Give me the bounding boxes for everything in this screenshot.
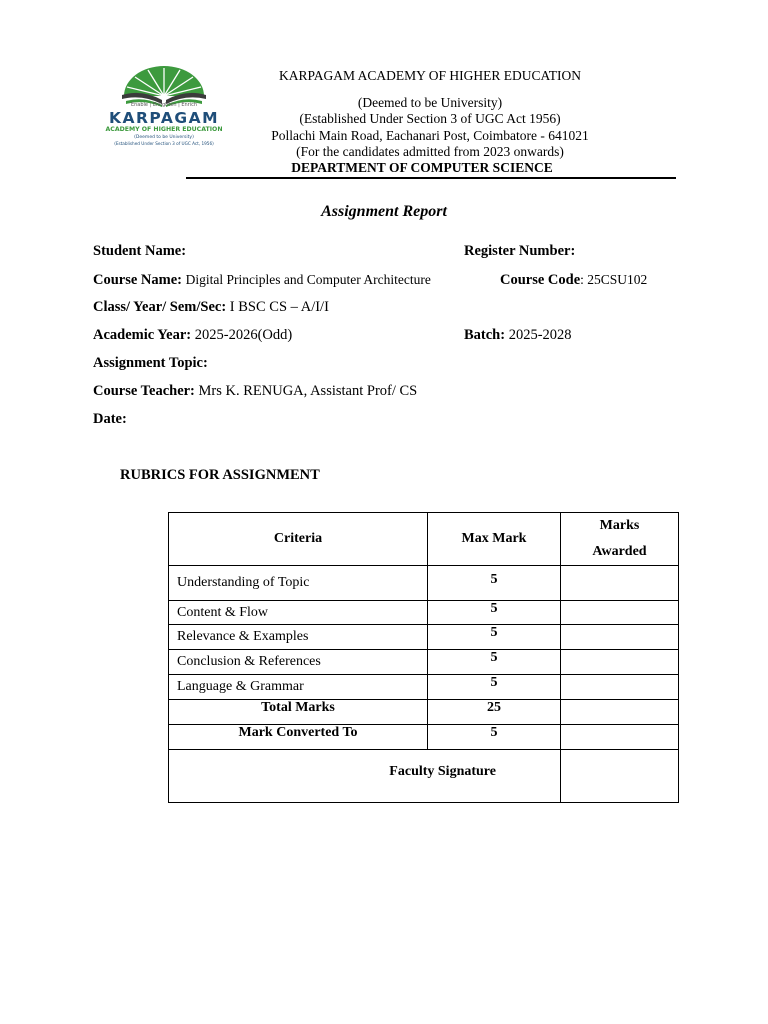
table-row xyxy=(169,566,679,601)
institution-name: KARPAGAM ACADEMY OF HIGHER EDUCATION xyxy=(278,68,582,83)
max-mark-cell: 5 xyxy=(428,566,561,601)
table-header-row xyxy=(169,513,679,566)
course-teacher-label: Course Teacher: xyxy=(93,383,195,399)
signature-row xyxy=(169,750,679,803)
criteria-cell: Relevance & Examples xyxy=(169,625,428,650)
rubrics-heading: RUBRICS FOR ASSIGNMENT xyxy=(120,467,320,483)
address-line: Pollachi Main Road, Eachanari Post, Coimbatore - 641021 xyxy=(271,128,589,143)
assignment-topic-field xyxy=(93,355,208,372)
date-label: Date: xyxy=(93,411,127,427)
marks-awarded-cell[interactable] xyxy=(561,650,679,675)
batch-value: 2025-2028 xyxy=(508,327,572,343)
criteria-cell: Language & Grammar xyxy=(169,675,428,700)
register-number-field xyxy=(464,243,575,260)
page-title: Assignment Report xyxy=(321,203,447,220)
logo-tagline: Enable | Enlighten | Enrich xyxy=(130,102,198,108)
criteria-cell: Understanding of Topic xyxy=(169,566,428,601)
course-name-field xyxy=(93,272,431,289)
logo-subname: ACADEMY OF HIGHER EDUCATION xyxy=(105,126,223,133)
batch-label: Batch: xyxy=(464,327,506,343)
total-row xyxy=(169,700,679,725)
table-row xyxy=(169,650,679,675)
logo-name: KARPAGAM xyxy=(108,109,220,127)
criteria-cell: Conclusion & References xyxy=(169,650,428,675)
logo-note-established: (Established Under Section 3 of UGC Act, 1956) xyxy=(114,141,214,146)
marks-awarded-header xyxy=(561,513,679,566)
mark-converted-label: Mark Converted To xyxy=(169,725,428,750)
course-code-value: : 25CSU102 xyxy=(580,272,648,287)
course-name-label: Course Name: xyxy=(93,272,182,288)
class-label: Class/ Year/ Sem/Sec: xyxy=(93,299,227,315)
marks-awarded-cell[interactable] xyxy=(561,625,679,650)
batch-field xyxy=(464,327,572,344)
faculty-signature-cell[interactable] xyxy=(561,750,679,803)
academic-year-value: 2025-2026(Odd) xyxy=(194,327,293,343)
criteria-header: Criteria xyxy=(169,513,428,566)
course-teacher-field xyxy=(93,383,417,400)
assignment-topic-label: Assignment Topic: xyxy=(93,355,208,371)
course-name-value: Digital Principles and Computer Architecture xyxy=(185,272,431,287)
table-row xyxy=(169,675,679,700)
logo-note-deemed: (Deemed to be University) xyxy=(134,135,194,140)
marks-awarded-cell[interactable] xyxy=(561,601,679,625)
established-line: (Established Under Section 3 of UGC Act 1956) xyxy=(299,111,561,126)
table-row xyxy=(169,625,679,650)
total-marks-value: 25 xyxy=(428,700,561,725)
date-field xyxy=(93,411,127,428)
rubrics-table xyxy=(168,512,679,803)
criteria-cell: Content & Flow xyxy=(169,601,428,625)
marks-awarded-cell[interactable] xyxy=(561,566,679,601)
total-marks-label: Total Marks xyxy=(169,700,428,725)
academic-year-field xyxy=(93,327,292,344)
candidates-line: (For the candidates admitted from 2023 onwards) xyxy=(296,144,564,159)
register-number-label: Register Number: xyxy=(464,243,576,259)
converted-awarded-cell[interactable] xyxy=(561,725,679,750)
header-divider xyxy=(186,177,676,179)
table-row xyxy=(169,601,679,625)
converted-row xyxy=(169,725,679,750)
course-code-label: Course Code xyxy=(500,272,581,288)
course-code-field xyxy=(500,272,647,289)
max-mark-cell: 5 xyxy=(428,625,561,650)
deemed-line: (Deemed to be University) xyxy=(357,95,503,110)
marks-awarded-cell[interactable] xyxy=(561,675,679,700)
department-name: DEPARTMENT OF COMPUTER SCIENCE xyxy=(291,160,553,175)
academic-year-label: Academic Year: xyxy=(93,327,192,343)
max-mark-cell: 5 xyxy=(428,650,561,675)
mark-converted-value: 5 xyxy=(428,725,561,750)
student-name-label: Student Name: xyxy=(93,243,187,259)
max-mark-cell: 5 xyxy=(428,601,561,625)
course-teacher-value: Mrs K. RENUGA, Assistant Prof/ CS xyxy=(198,383,418,399)
faculty-signature-label: Faculty Signature xyxy=(169,750,561,803)
class-field xyxy=(93,299,329,316)
student-name-field xyxy=(93,243,186,260)
marks-awarded-header-line2: Awarded xyxy=(592,544,647,559)
max-mark-header: Max Mark xyxy=(428,513,561,566)
max-mark-cell: 5 xyxy=(428,675,561,700)
class-value: I BSC CS – A/I/I xyxy=(229,299,329,315)
marks-awarded-header-line1: Marks xyxy=(599,518,640,533)
total-awarded-cell[interactable] xyxy=(561,700,679,725)
